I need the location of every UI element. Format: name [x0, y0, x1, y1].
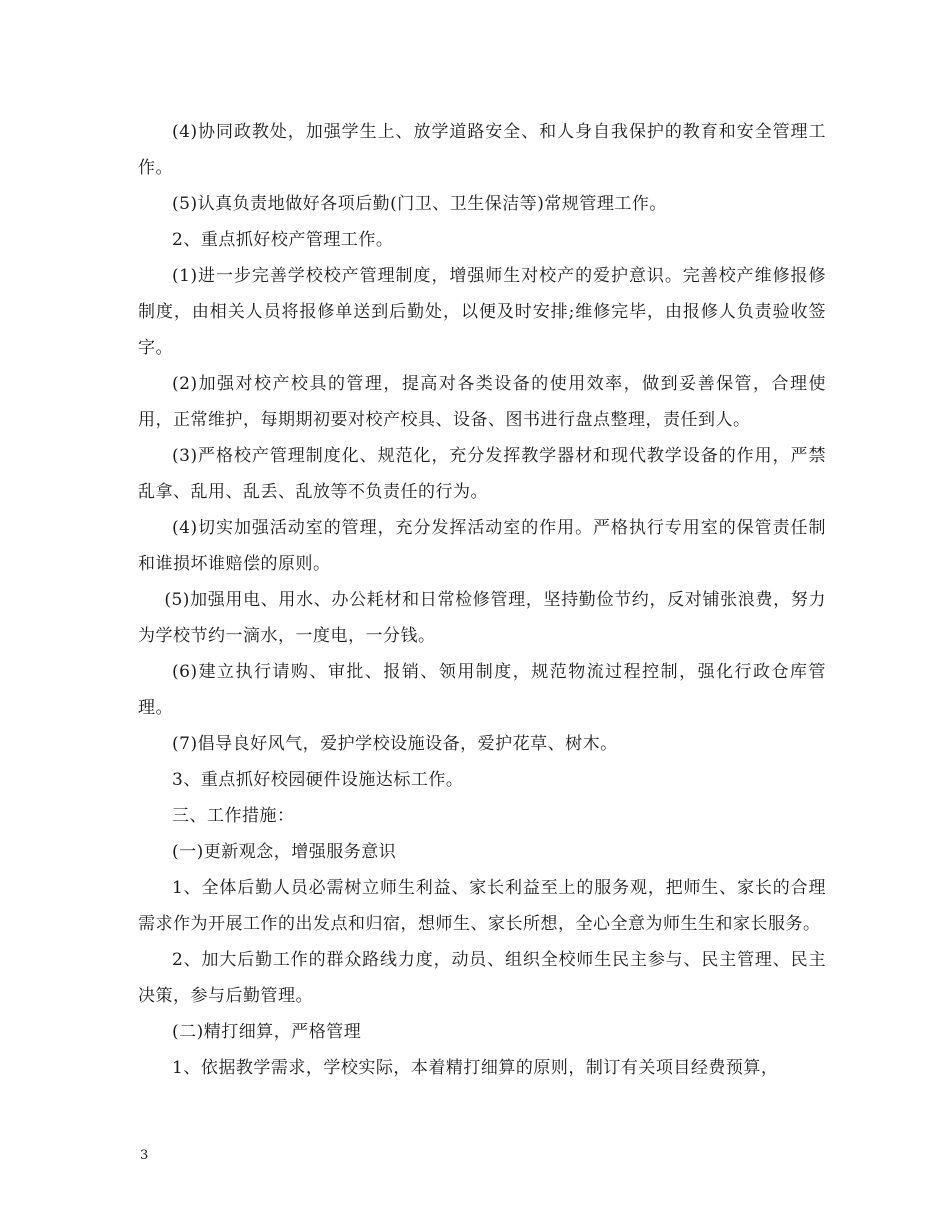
paragraph-item-1-repair: (1)进一步完善学校校产管理制度，增强师生对校产的爱护意识。完善校产维修报修制度，由相关人员将报修单送到后勤处，以便及时安排;维修完毕，由报修人负责验收签字。 — [138, 266, 826, 358]
subsection-heading-1-service: (一)更新观念，增强服务意识 — [172, 842, 397, 862]
paragraph-heading-3-facilities: 3、重点抓好校园硬件设施达标工作。 — [172, 770, 464, 790]
paragraph-item-6-procurement: (6)建立执行请购、审批、报销、领用制度，规范物流过程控制，强化行政仓库管理。 — [138, 662, 826, 718]
paragraph-item-5-saving: (5)加强用电、用水、办公耗材和日常检修管理，坚持勤俭节约，反对铺张浪费，努力为学校节约一滴水，一度电，一分钱。 — [138, 590, 826, 646]
paragraph-budget-1: 1、依据教学需求，学校实际，本着精打细算的原则，制订有关项目经费预算， — [172, 1058, 779, 1078]
section-heading-measures: 三、工作措施： — [172, 806, 295, 826]
paragraph-item-3-standardize: (3)严格校产管理制度化、规范化，充分发挥教学器材和现代教学设备的作用，严禁乱拿、乱用、乱丢、乱放等不负责任的行为。 — [138, 446, 826, 502]
page-number: 3 — [140, 1148, 149, 1163]
paragraph-item-2-equipment: (2)加强对校产校具的管理，提高对各类设备的使用效率，做到妥善保管，合理使用，正常维护，每期期初要对校产校具、设备、图书进行盘点整理，责任到人。 — [138, 374, 826, 430]
subsection-heading-2-budget: (二)精打细算，严格管理 — [172, 1022, 362, 1042]
paragraph-item-4-safety: (4)协同政教处，加强学生上、放学道路安全、和人身自我保护的教育和安全管理工作。 — [138, 122, 826, 178]
paragraph-measure-2-mass-line: 2、加大后勤工作的群众路线力度，动员、组织全校师生民主参与、民主管理、民主决策，参与后勤管理。 — [138, 950, 826, 1006]
body-text — [138, 114, 826, 1086]
paragraph-item-7-environment: (7)倡导良好风气，爱护学校设施设备，爱护花草、树木。 — [172, 734, 618, 754]
paragraph-heading-2-property: 2、重点抓好校产管理工作。 — [172, 230, 394, 250]
paragraph-item-5-logistics: (5)认真负责地做好各项后勤(门卫、卫生保洁等)常规管理工作。 — [172, 194, 667, 214]
paragraph-measure-1-service-view: 1、全体后勤人员必需树立师生利益、家长利益至上的服务观，把师生、家长的合理需求作为开展工作的出发点和归宿，想师生、家长所想，全心全意为师生生和家长服务。 — [138, 878, 826, 934]
paragraph-item-4-activity-room: (4)切实加强活动室的管理，充分发挥活动室的作用。严格执行专用室的保管责任制和谁损坏谁赔偿的原则。 — [138, 518, 826, 574]
